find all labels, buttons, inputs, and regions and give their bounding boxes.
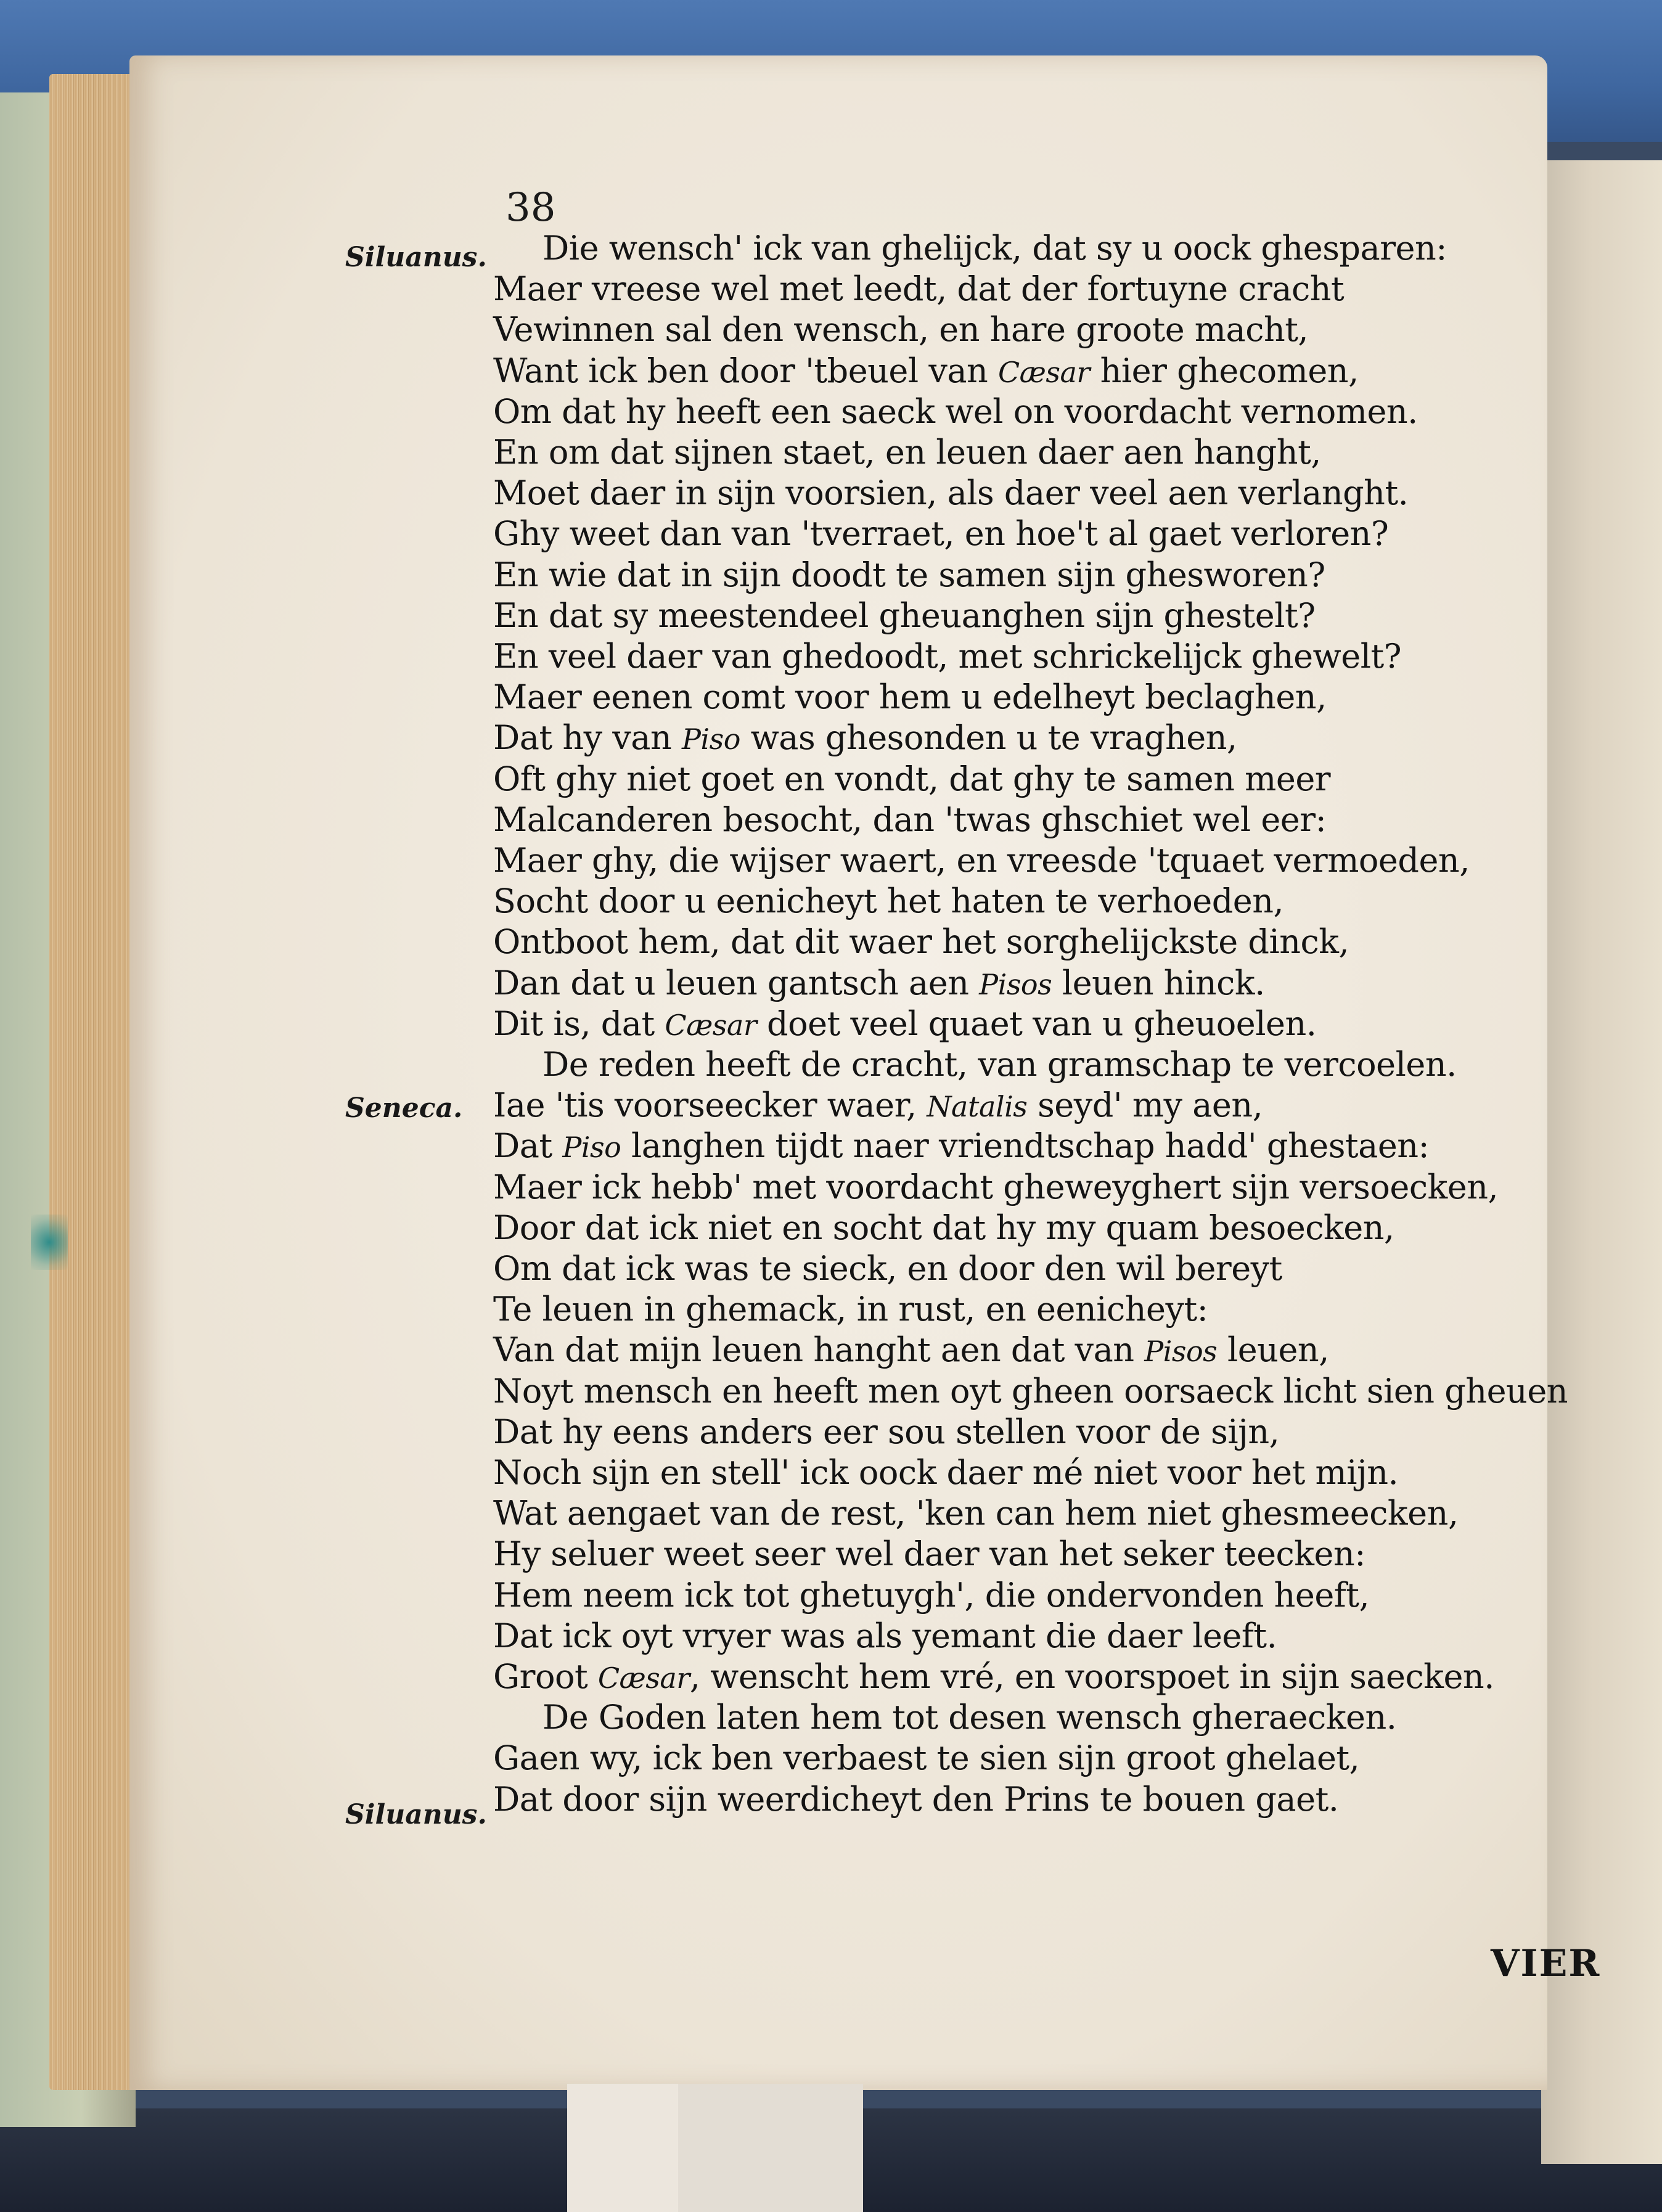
page-edges	[49, 74, 142, 2090]
verse-fragment: Socht door u eenicheyt het haten te verhoeden,	[493, 882, 1284, 921]
verse-fragment: Moet daer in sijn voorsien, als daer veel aen verlanght.	[493, 473, 1409, 513]
verse-fragment: Die wensch' ick van ghelijck, dat sy u oock ghesparen:	[542, 229, 1447, 268]
verse-fragment: Groot	[493, 1657, 598, 1696]
verse-fragment: seyd' my aen,	[1027, 1086, 1263, 1125]
verse-fragment: De reden heeft de cracht, van gramschap te vercoelen.	[542, 1045, 1457, 1084]
ink-stain	[31, 1215, 68, 1270]
verse-line	[493, 1289, 1208, 1330]
verse-line	[493, 1085, 1263, 1127]
verse-fragment: Dat hy van	[493, 718, 682, 758]
verse-line	[493, 432, 1321, 473]
verse-line	[493, 309, 1308, 350]
verse-line	[493, 759, 1330, 800]
verse-line	[493, 800, 1326, 840]
verse-line	[493, 1248, 1282, 1289]
verse-fragment: Hem neem ick tot ghetuygh', die ondervonden heeft,	[493, 1575, 1370, 1615]
verse-fragment: Door dat ick niet en socht dat hy my quam besoecken,	[493, 1208, 1394, 1247]
verse-line	[493, 514, 1388, 554]
verse-line	[493, 718, 1237, 760]
verse-fragment: Dit is, dat	[493, 1004, 665, 1043]
verse-fragment: Want ick ben door 'tbeuel van	[493, 351, 998, 390]
verse-line	[493, 1371, 1568, 1412]
verse-line	[493, 1779, 1338, 1820]
verse-fragment: langhen tijdt naer vriendtschap hadd' ghestaen:	[621, 1126, 1430, 1166]
verse-fragment: Noch sijn en stell' ick oock daer mé niet voor het mijn.	[493, 1453, 1399, 1492]
verse-line	[493, 391, 1418, 432]
verse-line	[493, 1534, 1365, 1575]
verse-line	[493, 473, 1408, 514]
verse-fragment: Om dat ick was te sieck, en door den wil bereyt	[493, 1249, 1282, 1288]
verse-fragment: Oft ghy niet goet en vondt, dat ghy te samen meer	[493, 759, 1331, 798]
verse-line	[493, 1412, 1279, 1452]
verse-line	[493, 351, 1359, 393]
verse-line	[493, 1004, 1316, 1046]
verse-line	[493, 1657, 1494, 1698]
catchword: VIER	[1491, 1942, 1601, 1985]
verse-fragment: Maer ick hebb' met voordacht gheweyghert sijn versoecken,	[493, 1167, 1499, 1206]
verse-line	[493, 1575, 1369, 1616]
verse-fragment: Dan dat u leuen gantsch aen	[493, 963, 980, 1002]
verse-line	[493, 922, 1349, 962]
proper-name: Natalis	[927, 1090, 1028, 1124]
verse-fragment: Maer ghy, die wijser waert, en vreesde 'tquaet vermoeden,	[493, 841, 1470, 880]
proper-name: Cæsar	[665, 1008, 757, 1042]
verse-fragment: doet veel quaet van u gheuoelen.	[756, 1004, 1317, 1043]
verse-fragment: was ghesonden u te vraghen,	[740, 718, 1237, 758]
proper-name: Cæsar	[597, 1661, 690, 1695]
verse-line	[493, 636, 1401, 677]
verse-fragment: leuen hinck.	[1052, 963, 1265, 1002]
verse-line	[493, 1493, 1459, 1534]
verse-line	[493, 555, 1325, 596]
verse-fragment: Ontboot hem, dat dit waer het sorghelijckste dinck,	[493, 922, 1349, 962]
verse-line	[493, 1167, 1498, 1208]
verse-line	[493, 881, 1283, 922]
verse-line	[493, 963, 1265, 1005]
verse-line	[493, 1616, 1277, 1657]
verse-fragment: Maer eenen comt voor hem u edelheyt beclaghen,	[493, 678, 1327, 717]
facing-page	[1541, 160, 1662, 2164]
proper-name: Piso	[562, 1131, 621, 1165]
verse-fragment: leuen,	[1217, 1330, 1329, 1370]
verse-line	[493, 1126, 1429, 1168]
verse-fragment: Van dat mijn leuen hanght aen dat van	[493, 1330, 1145, 1370]
verse-fragment: Gaen wy, ick ben verbaest te sien sijn groot ghelaet,	[493, 1739, 1360, 1778]
paper-slip	[567, 2084, 684, 2212]
verse-fragment: Dat ick oyt vryer was als yemant die daer leeft.	[493, 1616, 1277, 1655]
speaker-label: Siluanus.	[345, 242, 487, 273]
proper-name: Cæsar	[997, 355, 1090, 389]
verse-line	[493, 1330, 1329, 1372]
verse-line	[542, 228, 1447, 269]
verse-fragment: Maer vreese wel met leedt, dat der fortuyne cracht	[493, 269, 1345, 309]
verse-fragment: Dat	[493, 1126, 563, 1166]
verse-line	[493, 1208, 1394, 1248]
proper-name: Pisos	[979, 967, 1052, 1001]
verse-line	[493, 1452, 1398, 1493]
verse-line	[493, 677, 1327, 718]
verse-fragment: Wat aengaet van de rest, 'ken can hem niet ghesmeecken,	[493, 1494, 1459, 1533]
page-number: 38	[506, 185, 556, 231]
verse-line	[493, 840, 1470, 881]
verse-line	[542, 1044, 1457, 1085]
paper-slip	[678, 2084, 863, 2212]
verse-fragment: Hy seluer weet seer wel daer van het seker teecken:	[493, 1534, 1365, 1574]
verse-line	[493, 1738, 1359, 1779]
proper-name: Piso	[681, 723, 740, 756]
verse-fragment: En veel daer van ghedoodt, met schrickelijck ghewelt?	[493, 637, 1402, 676]
verse-fragment: hier ghecomen,	[1089, 351, 1359, 390]
verse-line	[493, 596, 1316, 636]
proper-name: Pisos	[1144, 1335, 1218, 1369]
verse-fragment: En om dat sijnen staet, en leuen daer aen hanght,	[493, 433, 1321, 472]
verse-fragment: Ghy weet dan van 'tverraet, en hoe't al gaet verloren?	[493, 514, 1389, 554]
verse-fragment: Te leuen in ghemack, in rust, en eenicheyt:	[493, 1290, 1208, 1329]
verse-fragment: Om dat hy heeft een saeck wel on voordacht vernomen.	[493, 391, 1418, 431]
verse-fragment: Vewinnen sal den wensch, en hare groote macht,	[493, 310, 1309, 350]
verse-fragment: En wie dat in sijn doodt te samen sijn ghesworen?	[493, 555, 1325, 594]
verse-fragment: Iae 'tis voorseecker waer,	[493, 1086, 927, 1125]
verse-fragment: Dat hy eens anders eer sou stellen voor de sijn,	[493, 1412, 1280, 1451]
verse-fragment: En dat sy meestendeel gheuanghen sijn ghestelt?	[493, 596, 1316, 635]
verse-fragment: Dat door sijn weerdicheyt den Prins te bouen gaet.	[493, 1779, 1339, 1819]
verse-line	[542, 1697, 1396, 1738]
verse-fragment: Malcanderen besocht, dan 'twas ghschiet wel eer:	[493, 800, 1327, 839]
verse-fragment: Noyt mensch en heeft men oyt gheen oorsaeck licht sien gheuen	[493, 1371, 1568, 1411]
verse-fragment: De Goden laten hem tot desen wensch gheraecken.	[542, 1698, 1397, 1737]
verse-fragment: , wenscht hem vré, en voorspoet in sijn saecken.	[689, 1657, 1494, 1696]
speaker-label: Seneca.	[345, 1092, 463, 1124]
verse-line	[493, 269, 1344, 309]
speaker-label: Siluanus.	[345, 1799, 487, 1830]
